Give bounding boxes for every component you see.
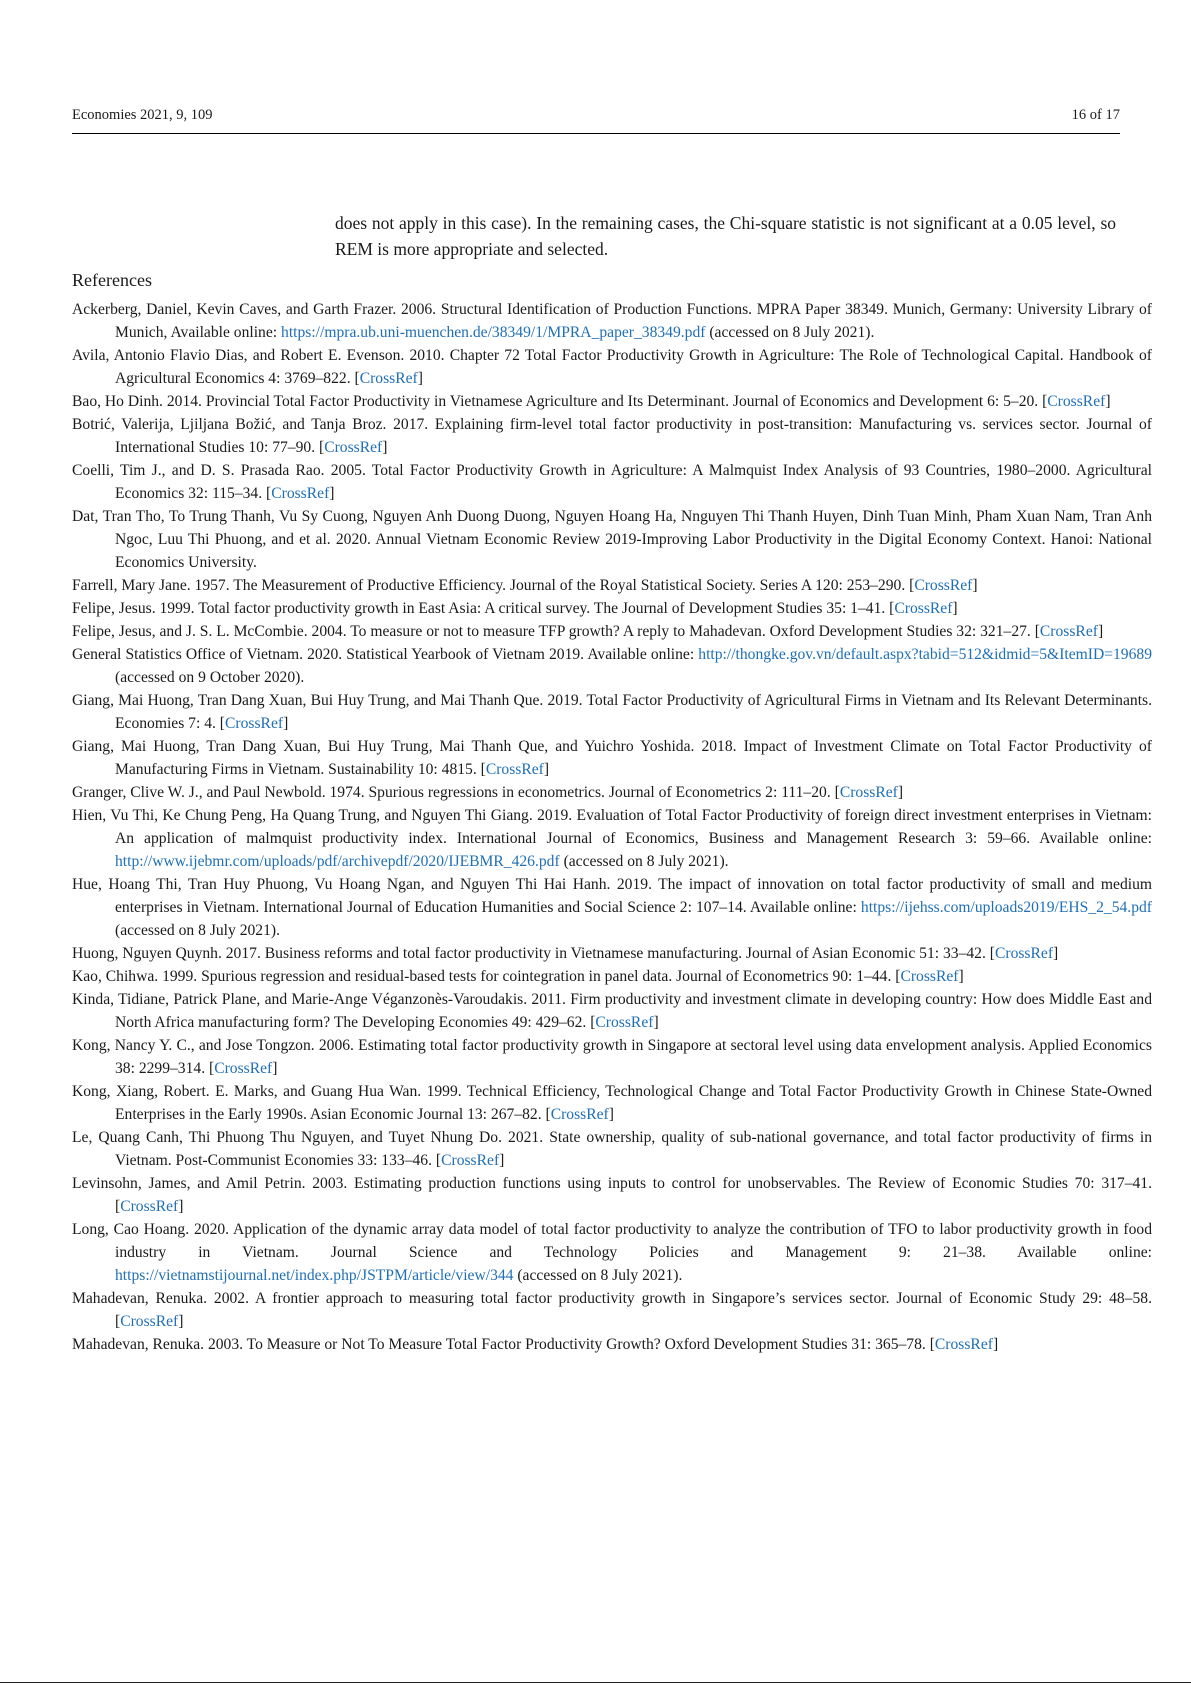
reference-suffix: ] xyxy=(958,968,964,985)
reference-text: Hien, Vu Thi, Ke Chung Peng, Ha Quang Trung, and Nguyen Thi Giang. 2019. Evaluation of Total Factor Productivity of foreign direct investment enterprises in Vietnam: An application of malmquist productivity index. International Journal of Economics, Business and Management Research 3: 59–66. Available online: xyxy=(72,807,1152,847)
reference-suffix: ] xyxy=(972,577,978,594)
reference-text: Huong, Nguyen Quynh. 2017. Business reforms and total factor productivity in Vietnamese manufacturing. Journal of Asian Economic 51: 33–42. [ xyxy=(72,945,995,962)
crossref-link[interactable]: CrossRef xyxy=(1047,393,1106,410)
reference-entry xyxy=(72,965,1152,988)
crossref-link[interactable]: CrossRef xyxy=(441,1152,500,1169)
reference-text: Ackerberg, Daniel, Kevin Caves, and Garth Frazer. 2006. Structural Identification of Production Functions. MPRA Paper 38349. Munich, Germany: University Library of Munich, Available online: xyxy=(72,301,1152,341)
crossref-link[interactable]: CrossRef xyxy=(994,945,1054,962)
reference-text: General Statistics Office of Vietnam. 2020. Statistical Yearbook of Vietnam 2019. Available online: xyxy=(72,646,699,663)
reference-text: Levinsohn, James, and Amil Petrin. 2003. Estimating production functions using inputs to control for unobservables. The Review of Economic Studies 70: 317–41. [ xyxy=(72,1175,1152,1215)
reference-list xyxy=(72,298,1152,1356)
reference-text: Kong, Xiang, Robert. E. Marks, and Guang Hua Wan. 1999. Technical Efficiency, Technological Change and Total Factor Productivity Growth in Chinese State-Owned Enterprises in the Early 1990s. Asian Economic Journal 13: 267–82. [ xyxy=(72,1083,1152,1123)
reference-text: Hue, Hoang Thi, Tran Huy Phuong, Vu Hoang Ngan, and Nguyen Thi Hai Hanh. 2019. The impact of innovation on total factor productivity of small and medium enterprises in Vietnam. International Journal of Education Humanities and Social Science 2: 107–14. Available online: xyxy=(72,876,1152,916)
reference-suffix: ] xyxy=(1105,393,1111,410)
reference-suffix: ] xyxy=(178,1198,184,1215)
reference-url-link[interactable]: http://thongke.gov.vn/default.aspx?tabid=512&idmid=5&ItemID=19689 xyxy=(698,646,1152,663)
reference-suffix: ] xyxy=(499,1152,505,1169)
reference-suffix: ] xyxy=(653,1014,659,1031)
reference-entry xyxy=(72,942,1152,965)
reference-entry xyxy=(72,413,1152,459)
reference-text: Bao, Ho Dinh. 2014. Provincial Total Factor Productivity in Vietnamese Agriculture and Its Determinant. Journal of Economics and Development 6: 5–20. [ xyxy=(72,393,1048,410)
journal-citation: Economies 2021, 9, 109 xyxy=(72,107,213,123)
crossref-link[interactable]: CrossRef xyxy=(894,600,953,617)
reference-text: Avila, Antonio Flavio Dias, and Robert E. Evenson. 2010. Chapter 72 Total Factor Productivity Growth in Agriculture: The Role of Technological Capital. Handbook of Agricultural Economics 4: 3769–822. [ xyxy=(72,347,1152,387)
reference-text: Kinda, Tidiane, Patrick Plane, and Marie-Ange Véganzonès-Varoudakis. 2011. Firm productivity and investment climate in developing country: How does Middle East and North Africa manufacturing form? The Developing Economies 49: 429–62. [ xyxy=(72,991,1152,1031)
reference-entry xyxy=(72,1126,1152,1172)
reference-entry xyxy=(72,298,1152,344)
reference-suffix: ] xyxy=(1053,945,1059,962)
reference-text: Botrić, Valerija, Ljiljana Božić, and Tanja Broz. 2017. Explaining firm-level total factor productivity in post-transition: Manufacturing vs. services sector. Journal of International Studies 10: 77–90. [ xyxy=(72,416,1152,456)
crossref-link[interactable]: CrossRef xyxy=(120,1198,179,1215)
reference-text: Le, Quang Canh, Thi Phuong Thu Nguyen, and Tuyet Nhung Do. 2021. State ownership, quality of sub-national governance, and total factor productivity of firms in Vietnam. Post-Communist Economies 33: 133–46. [ xyxy=(72,1129,1152,1169)
crossref-link[interactable]: CrossRef xyxy=(1039,623,1098,640)
reference-suffix: ] xyxy=(543,761,550,778)
reference-entry xyxy=(72,1080,1152,1126)
reference-suffix: ] xyxy=(992,1336,999,1353)
reference-entry xyxy=(72,1034,1152,1080)
reference-suffix: (accessed on 8 July 2021). xyxy=(705,324,875,341)
reference-suffix: ] xyxy=(608,1106,614,1123)
crossref-link[interactable]: CrossRef xyxy=(225,715,284,732)
reference-suffix: ] xyxy=(417,370,423,387)
reference-entry xyxy=(72,643,1152,689)
reference-url-link[interactable]: https://ijehss.com/uploads2019/EHS_2_54.pdf xyxy=(860,899,1152,916)
reference-suffix: ] xyxy=(283,715,289,732)
crossref-link[interactable]: CrossRef xyxy=(271,485,330,502)
reference-suffix: (accessed on 8 July 2021). xyxy=(513,1267,683,1284)
reference-entry xyxy=(72,574,1152,597)
reference-text: Long, Cao Hoang. 2020. Application of the dynamic array data model of total factor productivity to analyze the contribution of TFO to labor productivity growth in food industry in Vietnam. Journal Science and Technology Policies and Management 9: 21–38. Available online: xyxy=(72,1221,1152,1261)
reference-entry xyxy=(72,873,1152,942)
reference-entry xyxy=(72,781,1152,804)
reference-entry xyxy=(72,597,1152,620)
crossref-link[interactable]: CrossRef xyxy=(914,577,973,594)
reference-entry xyxy=(72,1333,1152,1356)
crossref-link[interactable]: CrossRef xyxy=(595,1014,654,1031)
reference-entry xyxy=(72,505,1152,574)
page-number: 16 of 17 xyxy=(1071,107,1120,123)
reference-entry xyxy=(72,988,1152,1034)
crossref-link[interactable]: CrossRef xyxy=(324,439,383,456)
reference-text: Giang, Mai Huong, Tran Dang Xuan, Bui Huy Trung, Mai Thanh Que, and Yuichro Yoshida. 2018. Impact of Investment Climate on Total Factor Productivity of Manufacturing Firms in Vietnam. Sustainability 10: 4815. [ xyxy=(72,738,1152,778)
reference-suffix: ] xyxy=(272,1060,278,1077)
reference-entry xyxy=(72,1218,1152,1287)
crossref-link[interactable]: CrossRef xyxy=(120,1313,179,1330)
reference-suffix: ] xyxy=(897,784,904,801)
reference-suffix: ] xyxy=(952,600,958,617)
reference-text: Mahadevan, Renuka. 2002. A frontier approach to measuring total factor productivity growth in Singapore’s services sector. Journal of Economic Study 29: 48–58. [ xyxy=(72,1290,1152,1330)
reference-entry xyxy=(72,1172,1152,1218)
reference-url-link[interactable]: https://mpra.ub.uni-muenchen.de/38349/1/MPRA_paper_38349.pdf xyxy=(281,324,706,341)
crossref-link[interactable]: CrossRef xyxy=(485,761,544,778)
reference-entry xyxy=(72,390,1152,413)
reference-entry xyxy=(72,1287,1152,1333)
reference-entry xyxy=(72,620,1152,643)
crossref-link[interactable]: CrossRef xyxy=(214,1060,273,1077)
running-header xyxy=(72,106,1120,124)
reference-text: Dat, Tran Tho, To Trung Thanh, Vu Sy Cuong, Nguyen Anh Duong Duong, Nguyen Hoang Ha, Nnguyen Thi Thanh Huyen, Dinh Tuan Minh, Pham Xuan Nam, Tran Anh Ngoc, Luu Thi Phuong, and et al. 2020. Annual Vietnam Economic Review 2019-Improving Labor Productivity in the Digital Economy Context. Hanoi: National Economics University. xyxy=(72,508,1152,571)
reference-suffix: (accessed on 9 October 2020). xyxy=(115,669,305,686)
crossref-link[interactable]: CrossRef xyxy=(550,1106,609,1123)
reference-suffix: ] xyxy=(382,439,388,456)
reference-text: Felipe, Jesus. 1999. Total factor productivity growth in East Asia: A critical survey. The Journal of Development Studies 35: 1–41. [ xyxy=(72,600,895,617)
reference-suffix: (accessed on 8 July 2021). xyxy=(115,922,280,939)
crossref-link[interactable]: CrossRef xyxy=(359,370,418,387)
reference-suffix: (accessed on 8 July 2021). xyxy=(559,853,729,870)
footer-divider xyxy=(0,1682,1191,1683)
crossref-link[interactable]: CrossRef xyxy=(839,784,898,801)
crossref-link[interactable]: CrossRef xyxy=(934,1336,993,1353)
body-paragraph: does not apply in this case). In the remaining cases, the Chi-square statistic is not significant at a 0.05 level, so REM is more appropriate and selected. xyxy=(335,212,1116,259)
references-heading: References xyxy=(72,270,152,290)
reference-text: Granger, Clive W. J., and Paul Newbold. 1974. Spurious regressions in econometrics. Journal of Econometrics 2: 111–20. [ xyxy=(72,784,840,801)
reference-entry xyxy=(72,689,1152,735)
reference-text: Farrell, Mary Jane. 1957. The Measurement of Productive Efficiency. Journal of the Royal Statistical Society. Series A 120: 253–290. [ xyxy=(72,577,915,594)
reference-url-link[interactable]: http://www.ijebmr.com/uploads/pdf/archivepdf/2020/IJEBMR_426.pdf xyxy=(115,853,560,870)
reference-text: Giang, Mai Huong, Tran Dang Xuan, Bui Huy Trung, and Mai Thanh Que. 2019. Total Factor Productivity of Agricultural Firms in Vietnam and Its Relevant Determinants. Economies 7: 4. [ xyxy=(72,692,1152,732)
reference-text: Mahadevan, Renuka. 2003. To Measure or Not To Measure Total Factor Productivity Growth? Oxford Development Studies 31: 365–78. [ xyxy=(72,1336,935,1353)
reference-text: Kao, Chihwa. 1999. Spurious regression and residual-based tests for cointegration in panel data. Journal of Econometrics 90: 1–44. [ xyxy=(72,968,901,985)
reference-url-link[interactable]: https://vietnamstijournal.net/index.php/JSTPM/article/view/344 xyxy=(115,1267,514,1284)
reference-suffix: ] xyxy=(1097,623,1104,640)
header-divider xyxy=(72,133,1120,134)
reference-entry xyxy=(72,804,1152,873)
reference-entry xyxy=(72,735,1152,781)
reference-text: Coelli, Tim J., and D. S. Prasada Rao. 2005. Total Factor Productivity Growth in Agriculture: A Malmquist Index Analysis of 93 Countries, 1980–2000. Agricultural Economics 32: 115–34. [ xyxy=(72,462,1152,502)
reference-text: Felipe, Jesus, and J. S. L. McCombie. 2004. To measure or not to measure TFP growth? A reply to Mahadevan. Oxford Development Studies 32: 321–27. [ xyxy=(72,623,1040,640)
reference-entry xyxy=(72,459,1152,505)
reference-suffix: ] xyxy=(329,485,335,502)
crossref-link[interactable]: CrossRef xyxy=(900,968,959,985)
reference-text: Kong, Nancy Y. C., and Jose Tongzon. 2006. Estimating total factor productivity growth in Singapore at sectoral level using data envelopment analysis. Applied Economics 38: 2299–314. [ xyxy=(72,1037,1152,1077)
reference-suffix: ] xyxy=(178,1313,184,1330)
reference-entry xyxy=(72,344,1152,390)
